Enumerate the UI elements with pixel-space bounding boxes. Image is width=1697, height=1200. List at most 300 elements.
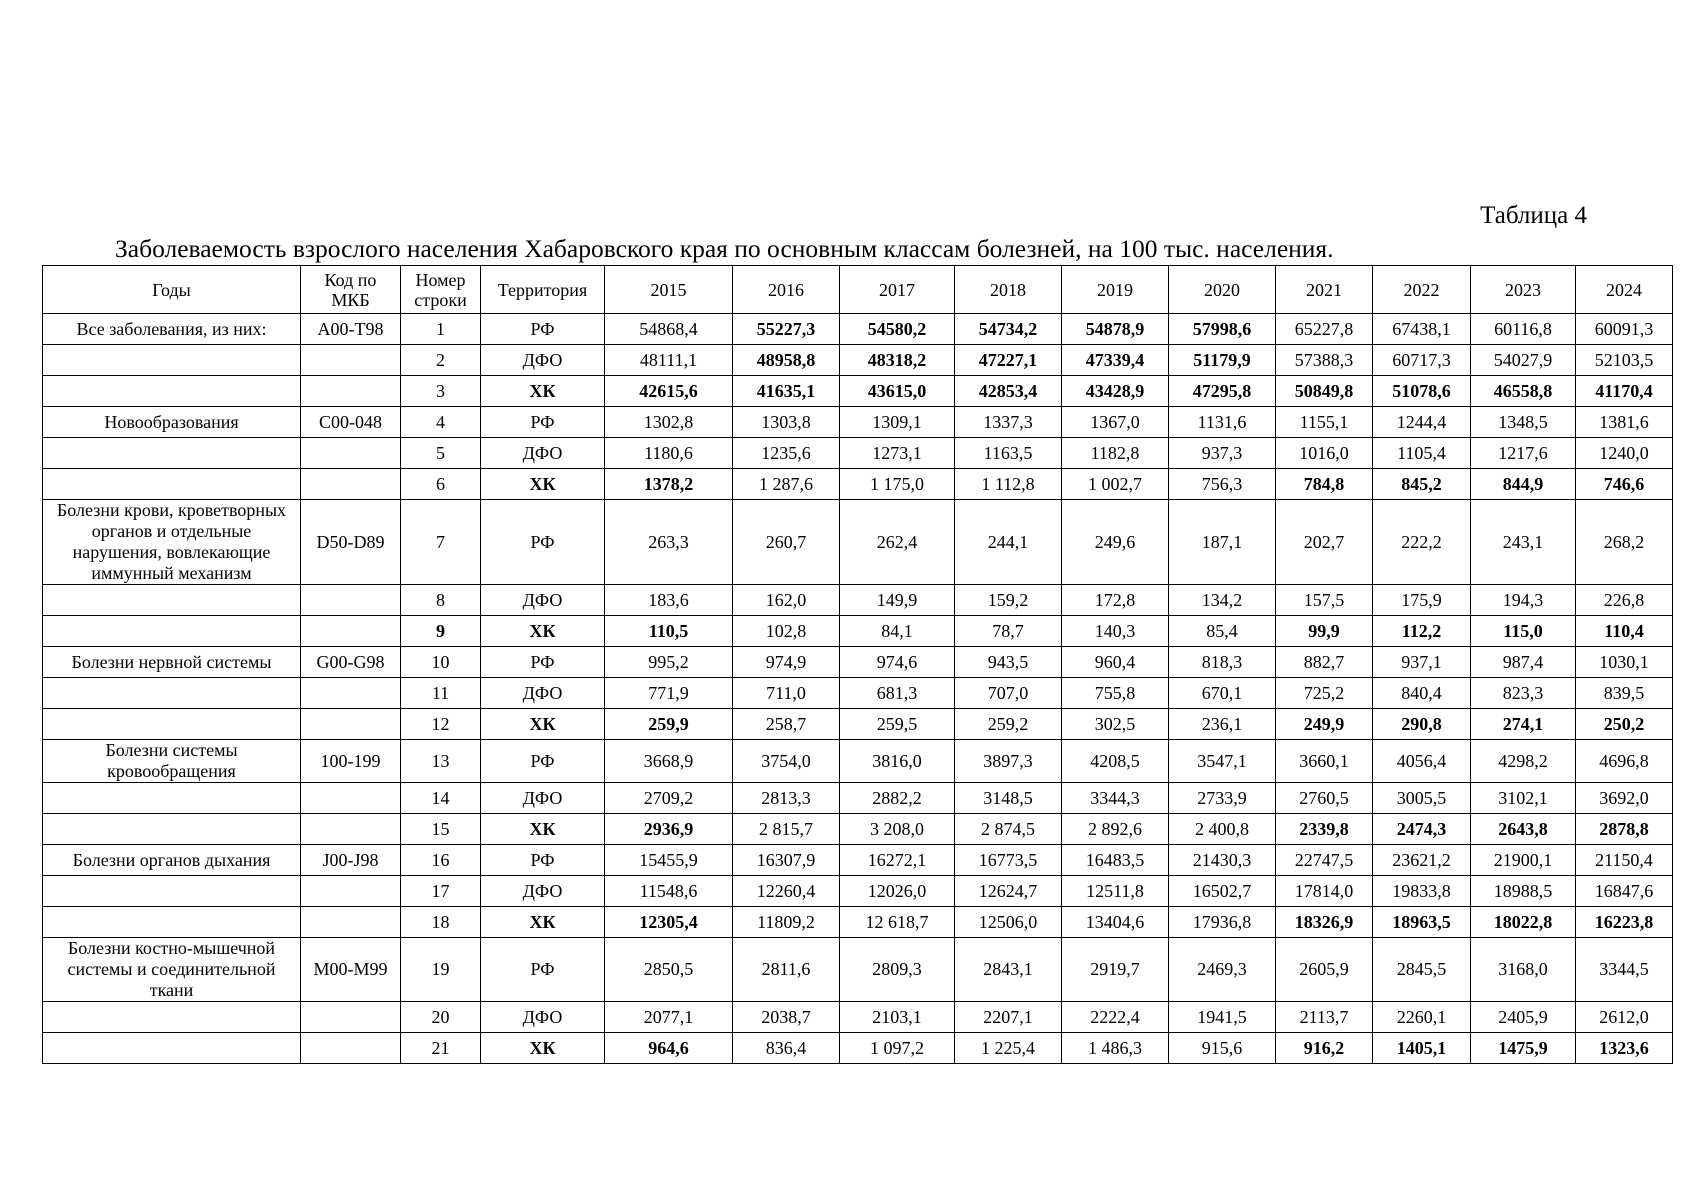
value-cell: 202,7 (1276, 500, 1373, 585)
value-cell: 2260,1 (1373, 1002, 1471, 1033)
value-cell: 1405,1 (1373, 1033, 1471, 1064)
value-cell: 1 287,6 (733, 469, 840, 500)
row-number-cell: 8 (401, 585, 481, 616)
value-cell: 12624,7 (955, 876, 1062, 907)
territory-cell: ХК (481, 709, 605, 740)
icd-code-cell (301, 345, 401, 376)
value-cell: 43615,0 (840, 376, 955, 407)
value-cell: 249,9 (1276, 709, 1373, 740)
row-number-cell: 5 (401, 438, 481, 469)
value-cell: 159,2 (955, 585, 1062, 616)
value-cell: 21150,4 (1576, 845, 1673, 876)
value-cell: 16272,1 (840, 845, 955, 876)
value-cell: 48318,2 (840, 345, 955, 376)
row-number-cell: 4 (401, 407, 481, 438)
value-cell: 839,5 (1576, 678, 1673, 709)
value-cell: 915,6 (1169, 1033, 1276, 1064)
value-cell: 964,6 (605, 1033, 733, 1064)
icd-code-cell (301, 783, 401, 814)
icd-code-cell (301, 1033, 401, 1064)
value-cell: 67438,1 (1373, 314, 1471, 345)
value-cell: 670,1 (1169, 678, 1276, 709)
icd-code-cell (301, 678, 401, 709)
value-cell: 2469,3 (1169, 938, 1276, 1002)
value-cell: 12260,4 (733, 876, 840, 907)
row-number-cell: 20 (401, 1002, 481, 1033)
value-cell: 259,2 (955, 709, 1062, 740)
row-number-cell: 18 (401, 907, 481, 938)
value-cell: 845,2 (1373, 469, 1471, 500)
value-cell: 2643,8 (1471, 814, 1576, 845)
disease-class-cell (43, 783, 301, 814)
value-cell: 16223,8 (1576, 907, 1673, 938)
value-cell: 1381,6 (1576, 407, 1673, 438)
value-cell: 4696,8 (1576, 740, 1673, 783)
value-cell: 115,0 (1471, 616, 1576, 647)
table-row (43, 647, 1673, 678)
table-title: Заболеваемость взрослого населения Хабаровского края по основным классам болезней, на 100 тыс. населения. (115, 234, 1334, 263)
icd-code-cell: G00-G98 (301, 647, 401, 678)
territory-cell: ХК (481, 907, 605, 938)
table-row (43, 845, 1673, 876)
value-cell: 974,6 (840, 647, 955, 678)
value-cell: 16307,9 (733, 845, 840, 876)
value-cell: 78,7 (955, 616, 1062, 647)
row-number-cell: 15 (401, 814, 481, 845)
value-cell: 1302,8 (605, 407, 733, 438)
value-cell: 3148,5 (955, 783, 1062, 814)
icd-code-cell (301, 876, 401, 907)
header-cell: 2021 (1276, 266, 1373, 314)
value-cell: 1378,2 (605, 469, 733, 500)
value-cell: 2843,1 (955, 938, 1062, 1002)
value-cell: 1273,1 (840, 438, 955, 469)
value-cell: 16502,7 (1169, 876, 1276, 907)
value-cell: 51078,6 (1373, 376, 1471, 407)
territory-cell: ХК (481, 376, 605, 407)
value-cell: 2038,7 (733, 1002, 840, 1033)
value-cell: 16847,6 (1576, 876, 1673, 907)
row-number-cell: 16 (401, 845, 481, 876)
header-cell: Код по МКБ (301, 266, 401, 314)
table-row (43, 376, 1673, 407)
value-cell: 3660,1 (1276, 740, 1373, 783)
table-row (43, 314, 1673, 345)
value-cell: 1475,9 (1471, 1033, 1576, 1064)
territory-cell: РФ (481, 314, 605, 345)
value-cell: 65227,8 (1276, 314, 1373, 345)
header-cell: 2018 (955, 266, 1062, 314)
icd-code-cell (301, 709, 401, 740)
value-cell: 48958,8 (733, 345, 840, 376)
value-cell: 3692,0 (1576, 783, 1673, 814)
value-cell: 15455,9 (605, 845, 733, 876)
value-cell: 18988,5 (1471, 876, 1576, 907)
value-cell: 244,1 (955, 500, 1062, 585)
value-cell: 2878,8 (1576, 814, 1673, 845)
territory-cell: РФ (481, 500, 605, 585)
value-cell: 183,6 (605, 585, 733, 616)
value-cell: 60091,3 (1576, 314, 1673, 345)
value-cell: 19833,8 (1373, 876, 1471, 907)
territory-cell: РФ (481, 740, 605, 783)
morbidity-table (42, 265, 1673, 1064)
header-cell: 2017 (840, 266, 955, 314)
value-cell: 22747,5 (1276, 845, 1373, 876)
value-cell: 916,2 (1276, 1033, 1373, 1064)
value-cell: 194,3 (1471, 585, 1576, 616)
value-cell: 157,5 (1276, 585, 1373, 616)
value-cell: 54580,2 (840, 314, 955, 345)
value-cell: 2760,5 (1276, 783, 1373, 814)
table-row (43, 783, 1673, 814)
value-cell: 243,1 (1471, 500, 1576, 585)
value-cell: 1155,1 (1276, 407, 1373, 438)
value-cell: 43428,9 (1062, 376, 1169, 407)
territory-cell: РФ (481, 938, 605, 1002)
value-cell: 12 618,7 (840, 907, 955, 938)
value-cell: 3168,0 (1471, 938, 1576, 1002)
table-row (43, 616, 1673, 647)
value-cell: 42615,6 (605, 376, 733, 407)
disease-class-cell: Новообразования (43, 407, 301, 438)
disease-class-cell: Болезни органов дыхания (43, 845, 301, 876)
value-cell: 2405,9 (1471, 1002, 1576, 1033)
value-cell: 18022,8 (1471, 907, 1576, 938)
value-cell: 2936,9 (605, 814, 733, 845)
value-cell: 3668,9 (605, 740, 733, 783)
row-number-cell: 9 (401, 616, 481, 647)
disease-class-cell (43, 709, 301, 740)
value-cell: 755,8 (1062, 678, 1169, 709)
value-cell: 818,3 (1169, 647, 1276, 678)
territory-cell: ДФО (481, 1002, 605, 1033)
territory-cell: ДФО (481, 438, 605, 469)
row-number-cell: 14 (401, 783, 481, 814)
header-cell: Годы (43, 266, 301, 314)
value-cell: 268,2 (1576, 500, 1673, 585)
value-cell: 57388,3 (1276, 345, 1373, 376)
value-cell: 943,5 (955, 647, 1062, 678)
table-row (43, 438, 1673, 469)
value-cell: 3897,3 (955, 740, 1062, 783)
value-cell: 260,7 (733, 500, 840, 585)
value-cell: 222,2 (1373, 500, 1471, 585)
value-cell: 16773,5 (955, 845, 1062, 876)
disease-class-cell (43, 345, 301, 376)
value-cell: 711,0 (733, 678, 840, 709)
value-cell: 725,2 (1276, 678, 1373, 709)
table-row (43, 938, 1673, 1002)
header-cell: 2019 (1062, 266, 1169, 314)
value-cell: 823,3 (1471, 678, 1576, 709)
value-cell: 134,2 (1169, 585, 1276, 616)
value-cell: 11809,2 (733, 907, 840, 938)
header-cell: 2024 (1576, 266, 1673, 314)
value-cell: 1 175,0 (840, 469, 955, 500)
value-cell: 47295,8 (1169, 376, 1276, 407)
value-cell: 99,9 (1276, 616, 1373, 647)
value-cell: 2733,9 (1169, 783, 1276, 814)
territory-cell: РФ (481, 407, 605, 438)
value-cell: 112,2 (1373, 616, 1471, 647)
value-cell: 162,0 (733, 585, 840, 616)
territory-cell: ДФО (481, 345, 605, 376)
disease-class-cell: Болезни нервной системы (43, 647, 301, 678)
value-cell: 2882,2 (840, 783, 955, 814)
value-cell: 2809,3 (840, 938, 955, 1002)
value-cell: 54878,9 (1062, 314, 1169, 345)
value-cell: 249,6 (1062, 500, 1169, 585)
value-cell: 771,9 (605, 678, 733, 709)
value-cell: 54027,9 (1471, 345, 1576, 376)
value-cell: 3005,5 (1373, 783, 1471, 814)
table-row (43, 814, 1673, 845)
value-cell: 1182,8 (1062, 438, 1169, 469)
value-cell: 17936,8 (1169, 907, 1276, 938)
disease-class-cell (43, 585, 301, 616)
table-row (43, 709, 1673, 740)
value-cell: 1337,3 (955, 407, 1062, 438)
value-cell: 52103,5 (1576, 345, 1673, 376)
value-cell: 1180,6 (605, 438, 733, 469)
value-cell: 2919,7 (1062, 938, 1169, 1002)
table-body (43, 314, 1673, 1064)
value-cell: 882,7 (1276, 647, 1373, 678)
value-cell: 85,4 (1169, 616, 1276, 647)
row-number-cell: 21 (401, 1033, 481, 1064)
table-row (43, 876, 1673, 907)
value-cell: 2612,0 (1576, 1002, 1673, 1033)
row-number-cell: 7 (401, 500, 481, 585)
value-cell: 2339,8 (1276, 814, 1373, 845)
row-number-cell: 17 (401, 876, 481, 907)
value-cell: 259,9 (605, 709, 733, 740)
icd-code-cell (301, 438, 401, 469)
disease-class-cell: Все заболевания, из них: (43, 314, 301, 345)
value-cell: 55227,3 (733, 314, 840, 345)
value-cell: 54734,2 (955, 314, 1062, 345)
row-number-cell: 19 (401, 938, 481, 1002)
icd-code-cell (301, 907, 401, 938)
header-cell: 2015 (605, 266, 733, 314)
value-cell: 4208,5 (1062, 740, 1169, 783)
value-cell: 110,5 (605, 616, 733, 647)
value-cell: 259,5 (840, 709, 955, 740)
value-cell: 3547,1 (1169, 740, 1276, 783)
value-cell: 784,8 (1276, 469, 1373, 500)
disease-class-cell (43, 814, 301, 845)
table-row (43, 907, 1673, 938)
value-cell: 1367,0 (1062, 407, 1169, 438)
value-cell: 236,1 (1169, 709, 1276, 740)
territory-cell: РФ (481, 845, 605, 876)
table-row (43, 1002, 1673, 1033)
territory-cell: ДФО (481, 678, 605, 709)
value-cell: 51179,9 (1169, 345, 1276, 376)
territory-cell: ХК (481, 1033, 605, 1064)
value-cell: 57998,6 (1169, 314, 1276, 345)
value-cell: 1348,5 (1471, 407, 1576, 438)
disease-class-cell (43, 469, 301, 500)
value-cell: 18326,9 (1276, 907, 1373, 938)
value-cell: 2 892,6 (1062, 814, 1169, 845)
value-cell: 1323,6 (1576, 1033, 1673, 1064)
value-cell: 149,9 (840, 585, 955, 616)
table-number: Таблица 4 (1480, 202, 1587, 229)
value-cell: 1244,4 (1373, 407, 1471, 438)
row-number-cell: 10 (401, 647, 481, 678)
value-cell: 2813,3 (733, 783, 840, 814)
icd-code-cell: 100-199 (301, 740, 401, 783)
disease-class-cell (43, 376, 301, 407)
territory-cell: ХК (481, 814, 605, 845)
header-cell: 2023 (1471, 266, 1576, 314)
value-cell: 12511,8 (1062, 876, 1169, 907)
value-cell: 2103,1 (840, 1002, 955, 1033)
value-cell: 681,3 (840, 678, 955, 709)
value-cell: 48111,1 (605, 345, 733, 376)
value-cell: 2 874,5 (955, 814, 1062, 845)
value-cell: 1 225,4 (955, 1033, 1062, 1064)
row-number-cell: 3 (401, 376, 481, 407)
value-cell: 2207,1 (955, 1002, 1062, 1033)
value-cell: 2222,4 (1062, 1002, 1169, 1033)
value-cell: 3344,3 (1062, 783, 1169, 814)
value-cell: 1240,0 (1576, 438, 1673, 469)
territory-cell: ДФО (481, 783, 605, 814)
row-number-cell: 6 (401, 469, 481, 500)
value-cell: 1309,1 (840, 407, 955, 438)
value-cell: 1303,8 (733, 407, 840, 438)
value-cell: 2605,9 (1276, 938, 1373, 1002)
disease-class-cell (43, 876, 301, 907)
value-cell: 3754,0 (733, 740, 840, 783)
value-cell: 4298,2 (1471, 740, 1576, 783)
value-cell: 4056,4 (1373, 740, 1471, 783)
value-cell: 3816,0 (840, 740, 955, 783)
value-cell: 1030,1 (1576, 647, 1673, 678)
value-cell: 2077,1 (605, 1002, 733, 1033)
table-row (43, 469, 1673, 500)
value-cell: 1 002,7 (1062, 469, 1169, 500)
value-cell: 11548,6 (605, 876, 733, 907)
icd-code-cell: C00-048 (301, 407, 401, 438)
value-cell: 47339,4 (1062, 345, 1169, 376)
row-number-cell: 11 (401, 678, 481, 709)
value-cell: 960,4 (1062, 647, 1169, 678)
value-cell: 1131,6 (1169, 407, 1276, 438)
icd-code-cell: M00-M99 (301, 938, 401, 1002)
disease-class-cell: Болезни крови, кроветворных органов и отдельные нарушения, вовлекающие иммунный механизм (43, 500, 301, 585)
value-cell: 756,3 (1169, 469, 1276, 500)
disease-class-cell (43, 907, 301, 938)
icd-code-cell: A00-T98 (301, 314, 401, 345)
value-cell: 3102,1 (1471, 783, 1576, 814)
value-cell: 16483,5 (1062, 845, 1169, 876)
value-cell: 290,8 (1373, 709, 1471, 740)
disease-class-cell: Болезни костно-мышечной системы и соединительной ткани (43, 938, 301, 1002)
disease-class-cell (43, 616, 301, 647)
value-cell: 187,1 (1169, 500, 1276, 585)
value-cell: 1217,6 (1471, 438, 1576, 469)
territory-cell: РФ (481, 647, 605, 678)
table-row (43, 740, 1673, 783)
value-cell: 2113,7 (1276, 1002, 1373, 1033)
value-cell: 1235,6 (733, 438, 840, 469)
value-cell: 102,8 (733, 616, 840, 647)
value-cell: 12506,0 (955, 907, 1062, 938)
value-cell: 2845,5 (1373, 938, 1471, 1002)
table-row (43, 678, 1673, 709)
value-cell: 995,2 (605, 647, 733, 678)
header-cell: 2020 (1169, 266, 1276, 314)
value-cell: 3344,5 (1576, 938, 1673, 1002)
value-cell: 226,8 (1576, 585, 1673, 616)
value-cell: 41635,1 (733, 376, 840, 407)
value-cell: 840,4 (1373, 678, 1471, 709)
value-cell: 84,1 (840, 616, 955, 647)
value-cell: 937,1 (1373, 647, 1471, 678)
value-cell: 3 208,0 (840, 814, 955, 845)
value-cell: 110,4 (1576, 616, 1673, 647)
icd-code-cell (301, 469, 401, 500)
value-cell: 60717,3 (1373, 345, 1471, 376)
disease-class-cell (43, 1002, 301, 1033)
territory-cell: ХК (481, 469, 605, 500)
value-cell: 302,5 (1062, 709, 1169, 740)
value-cell: 263,3 (605, 500, 733, 585)
value-cell: 707,0 (955, 678, 1062, 709)
table-row (43, 407, 1673, 438)
icd-code-cell (301, 585, 401, 616)
icd-code-cell: J00-J98 (301, 845, 401, 876)
value-cell: 172,8 (1062, 585, 1169, 616)
table-row (43, 500, 1673, 585)
value-cell: 42853,4 (955, 376, 1062, 407)
value-cell: 12026,0 (840, 876, 955, 907)
value-cell: 2 815,7 (733, 814, 840, 845)
row-number-cell: 12 (401, 709, 481, 740)
row-number-cell: 13 (401, 740, 481, 783)
value-cell: 836,4 (733, 1033, 840, 1064)
value-cell: 23621,2 (1373, 845, 1471, 876)
value-cell: 175,9 (1373, 585, 1471, 616)
header-cell: Территория (481, 266, 605, 314)
value-cell: 47227,1 (955, 345, 1062, 376)
icd-code-cell (301, 376, 401, 407)
disease-class-cell (43, 438, 301, 469)
value-cell: 258,7 (733, 709, 840, 740)
value-cell: 1 112,8 (955, 469, 1062, 500)
header-cell: Номер строки (401, 266, 481, 314)
value-cell: 937,3 (1169, 438, 1276, 469)
value-cell: 844,9 (1471, 469, 1576, 500)
row-number-cell: 2 (401, 345, 481, 376)
header-cell: 2022 (1373, 266, 1471, 314)
value-cell: 140,3 (1062, 616, 1169, 647)
value-cell: 21430,3 (1169, 845, 1276, 876)
value-cell: 974,9 (733, 647, 840, 678)
value-cell: 60116,8 (1471, 314, 1576, 345)
icd-code-cell (301, 616, 401, 647)
value-cell: 2850,5 (605, 938, 733, 1002)
value-cell: 1941,5 (1169, 1002, 1276, 1033)
value-cell: 987,4 (1471, 647, 1576, 678)
value-cell: 1105,4 (1373, 438, 1471, 469)
value-cell: 2811,6 (733, 938, 840, 1002)
disease-class-cell (43, 678, 301, 709)
